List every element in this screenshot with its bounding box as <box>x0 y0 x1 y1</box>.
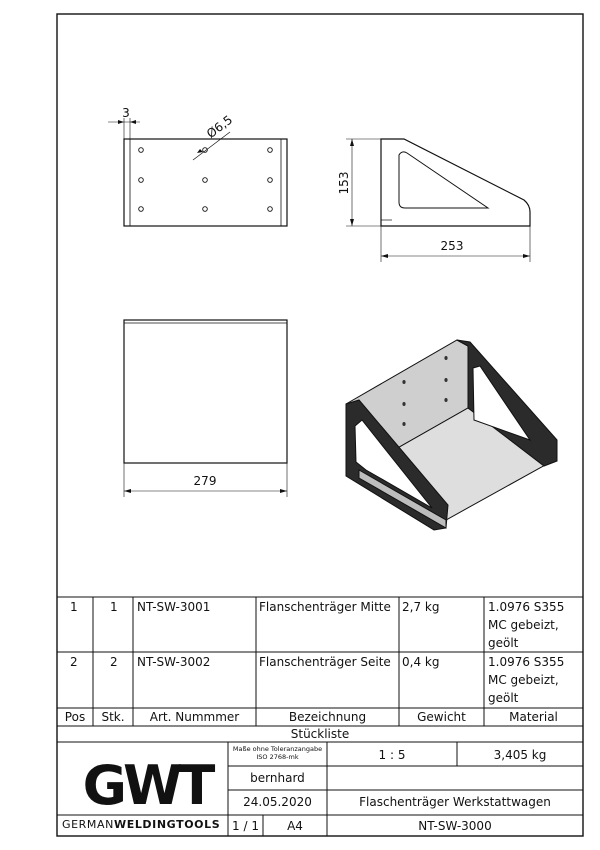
row1-material-line2: MC gebeizt, <box>488 618 559 632</box>
isometric-view <box>346 340 557 530</box>
paper-format: A4 <box>287 819 303 833</box>
author: bernhard <box>250 771 305 785</box>
tolerance-note-line1: Maße ohne Toleranzangabe <box>232 745 323 753</box>
mounting-holes <box>139 148 273 212</box>
dim-depth: 253 <box>440 239 464 253</box>
row2-material-line1: 1.0976 S355 <box>488 655 565 669</box>
row2-pos: 2 <box>70 655 78 669</box>
tolerance-note-line2: ISO 2768-mk <box>256 753 299 761</box>
company-name-prefix: GERMAN <box>62 818 114 831</box>
header-weight: Gewicht <box>417 710 466 724</box>
drawing-title: Flaschenträger Werkstattwagen <box>359 795 551 809</box>
row1-pos: 1 <box>70 600 78 614</box>
header-material: Material <box>509 710 558 724</box>
row1-material-line3: geölt <box>488 636 519 650</box>
logo-text: GWT <box>82 754 212 817</box>
dim-width: 279 <box>193 474 217 488</box>
header-article: Art. Nummmer <box>149 710 240 724</box>
company-name-suffix: WELDINGTOOLS <box>113 818 221 831</box>
parts-list-title: Stückliste <box>290 727 350 741</box>
scale: 1 : 5 <box>378 748 406 762</box>
top-view <box>124 320 287 497</box>
company-logo <box>82 752 212 817</box>
row1-material-line1: 1.0976 S355 <box>488 600 565 614</box>
date: 24.05.2020 <box>243 795 312 809</box>
drawing-number: NT-SW-3000 <box>418 819 492 833</box>
row2-weight: 0,4 kg <box>402 655 440 669</box>
row2-qty: 2 <box>110 655 118 669</box>
header-description: Bezeichnung <box>288 710 367 724</box>
sheet-number: 1 / 1 <box>232 819 259 833</box>
front-view <box>108 106 287 226</box>
row2-material-line2: MC gebeizt, <box>488 673 559 687</box>
total-weight: 3,405 kg <box>493 748 547 762</box>
row1-weight: 2,7 kg <box>402 600 440 614</box>
dim-hole-diameter: Ø6,5 <box>203 112 236 141</box>
header-qty: Stk. <box>101 710 125 724</box>
row2-material-line3: geölt <box>488 691 519 705</box>
row1-description: Flanschenträger Mitte <box>259 600 391 614</box>
row1-article: NT-SW-3001 <box>137 600 211 614</box>
side-view <box>337 139 530 262</box>
row2-description: Flanschenträger Seite <box>259 655 391 669</box>
row1-qty: 1 <box>110 600 118 614</box>
dim-height: 153 <box>337 171 351 195</box>
header-pos: Pos <box>64 710 86 724</box>
company-name <box>62 818 220 831</box>
dim-wall-thickness: 3 <box>122 106 130 120</box>
row2-article: NT-SW-3002 <box>137 655 211 669</box>
